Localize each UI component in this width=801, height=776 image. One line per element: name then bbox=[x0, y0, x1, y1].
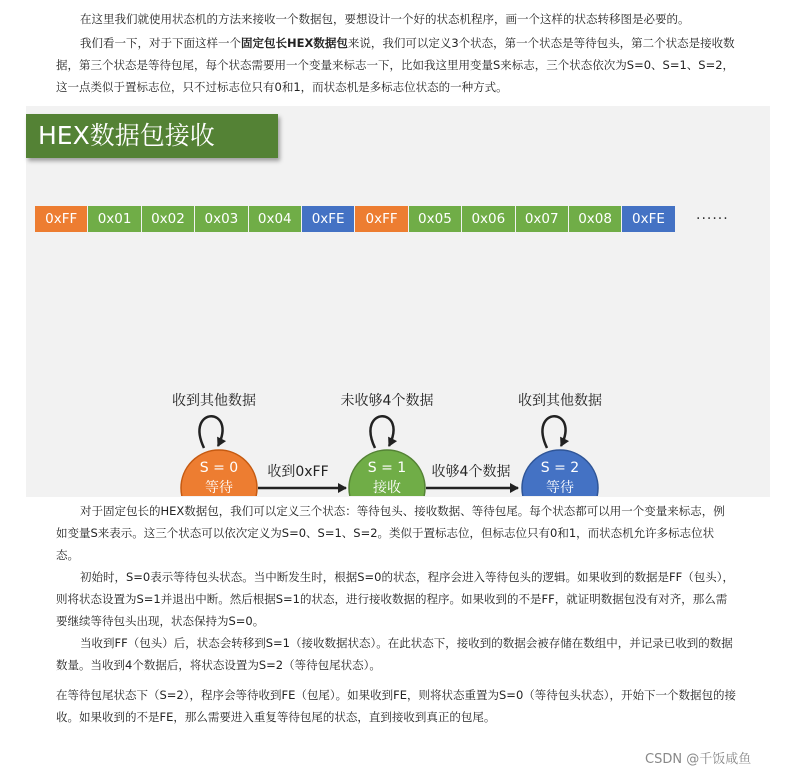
byte-cell: 0x07 bbox=[516, 206, 569, 232]
state-s1-line1: S = 1 bbox=[367, 460, 407, 476]
loop-arrow-s1 bbox=[370, 416, 393, 448]
state-s2-line2: 等待 bbox=[546, 480, 574, 496]
intro-paragraph-2 bbox=[56, 32, 736, 98]
body-paragraph-4 bbox=[56, 684, 736, 728]
label-s0-s1: 收到0xFF bbox=[267, 464, 329, 480]
loop-label-s1: 未收够4个数据 bbox=[340, 393, 434, 409]
state-s0-line2: 等待 bbox=[205, 480, 233, 496]
body-paragraph-1 bbox=[56, 500, 736, 566]
byte-sequence bbox=[35, 206, 676, 232]
byte-cell: 0x06 bbox=[462, 206, 515, 232]
state-s0 bbox=[181, 450, 257, 496]
byte-cell: 0xFE bbox=[622, 206, 675, 232]
byte-cell: 0xFF bbox=[35, 206, 88, 232]
loop-arrow-s2 bbox=[542, 416, 565, 448]
body-paragraph-3 bbox=[56, 632, 736, 676]
body-text-2: 初始时，S=0表示等待包头状态。当中断发生时，根据S=0的状态，程序会进入等待包头的逻辑。如果收到的数据是FF（包头），则将状态设置为S=1并退出中断。然后根据S=1的状态，进行接收数据的程序。如果收到的不是FF，就证明数据包没有对齐，那么需要继续等待包头出现，状态保持为S=0。 bbox=[56, 570, 734, 628]
body-text-1: 对于固定包长的HEX数据包，我们可以定义三个状态：等待包头、接收数据、等待包尾。每个状态都可以用一个变量来标志，例如变量S来表示。这三个状态可以依次定义为S=0、S=1、S=2。类似于置标志位，但标志位只有0和1，而状态机允许多标志位状态。 bbox=[56, 504, 725, 562]
intro-paragraph-1 bbox=[56, 8, 736, 30]
body-paragraph-2 bbox=[56, 566, 736, 632]
byte-cell: 0xFF bbox=[355, 206, 408, 232]
state-diagram bbox=[26, 256, 770, 496]
byte-cell: 0x03 bbox=[195, 206, 248, 232]
loop-arrow-s0 bbox=[199, 416, 222, 448]
figure-title: HEX数据包接收 bbox=[26, 114, 278, 158]
body-text-3: 当收到FF（包头）后，状态会转移到S=1（接收数据状态）。在此状态下，接收到的数据会被存储在数组中，并记录已收到的数据数量。当收到4个数据后，将状态设置为S=2（等待包尾状态）。 bbox=[56, 636, 733, 672]
state-s2 bbox=[522, 450, 598, 496]
intro-text-1: 在这里我们就使用状态机的方法来接收一个数据包，要想设计一个好的状态机程序，画一个这样的状态转移图是必要的。 bbox=[80, 12, 690, 26]
state-s1-line2: 接收 bbox=[373, 480, 401, 496]
watermark: CSDN @千饭咸鱼 bbox=[645, 752, 752, 767]
state-machine-figure bbox=[26, 106, 770, 497]
label-s1-s2: 收够4个数据 bbox=[431, 464, 511, 480]
intro-text-2b: 来说，我们可以定义3个状态，第一个状态是等待包头，第二个状态是接收数据，第三个状态是等待包尾，每个状态需要用一个变量来标志一下，比如我这里用变量S来标志，三个状态依次为S=0、S=1、S=2，这一点类似于置标志位，只不过标志位只有0和1，而状态机是多标志位状态的一种方式。 bbox=[56, 36, 735, 94]
intro-bold-term: 固定包长HEX数据包 bbox=[241, 36, 348, 50]
state-s2-line1: S = 2 bbox=[540, 460, 580, 476]
state-s0-line1: S = 0 bbox=[199, 460, 239, 476]
byte-cell: 0x05 bbox=[409, 206, 462, 232]
body-text-4: 在等待包尾状态下（S=2），程序会等待收到FE（包尾）。如果收到FE，则将状态重置为S=0（等待包头状态），开始下一个数据包的接收。如果收到的不是FE，那么需要进入重复等待包尾的状态，直到接收到真正的包尾。 bbox=[56, 688, 737, 724]
byte-cell: 0xFE bbox=[302, 206, 355, 232]
byte-cell: 0x02 bbox=[142, 206, 195, 232]
byte-cell: 0x04 bbox=[249, 206, 302, 232]
loop-label-s0: 收到其他数据 bbox=[172, 393, 256, 409]
byte-cell: 0x01 bbox=[88, 206, 141, 232]
byte-ellipsis: ······ bbox=[696, 211, 729, 227]
intro-text-2a: 我们看一下，对于下面这样一个 bbox=[80, 36, 241, 50]
loop-label-s2: 收到其他数据 bbox=[518, 393, 602, 409]
byte-cell: 0x08 bbox=[569, 206, 622, 232]
state-s1 bbox=[349, 450, 425, 496]
